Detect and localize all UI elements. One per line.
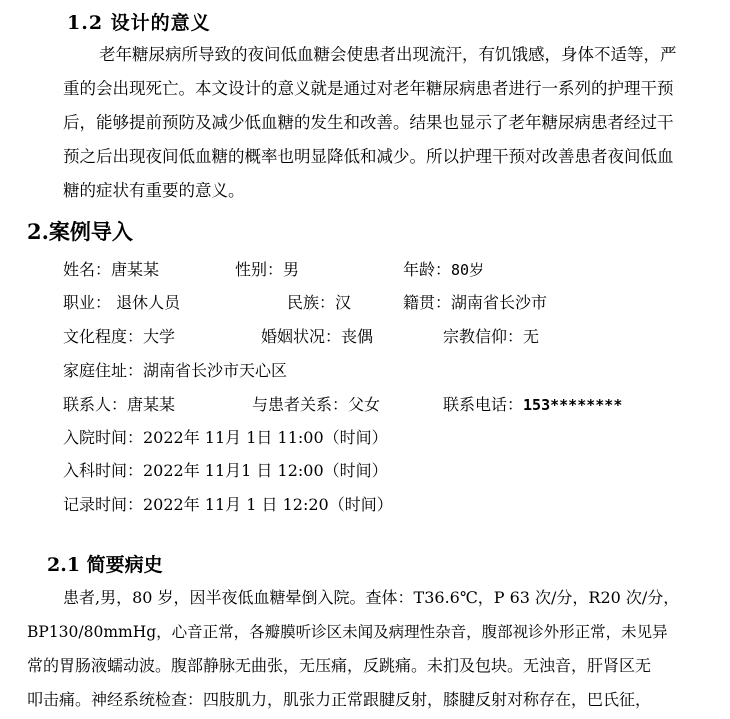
paragraph-line: 后，能够提前预防及减少低血糖的发生和改善。结果也显示了老年糖尿病患者经过干 (63, 113, 674, 132)
patient-education: 文化程度：大学 (63, 327, 176, 346)
record-time: 记录时间：2022年 11月 1 日 12:20（时间） (63, 495, 393, 514)
patient-name: 姓名：唐某某 (63, 260, 160, 279)
admission-time: 入院时间：2022年 11月 1日 11:00（时间） (63, 428, 388, 447)
patient-gender: 性别：男 (235, 260, 300, 279)
section-2-heading: 2.案例导入 (27, 219, 133, 244)
contact-relation: 与患者关系：父女 (252, 395, 381, 414)
age-label: 年龄： (403, 260, 452, 279)
history-line: BP130/80mmHg，心音正常，各瓣膜听诊区未闻及病理性杂音，腹部视诊外形正常，未见异 (27, 623, 668, 641)
history-line: 叩击痛。神经系统检查：四肢肌力，肌张力正常跟腱反射，膝腱反射对称存在，巴氏征， (27, 690, 652, 709)
patient-ethnicity: 民族：汉 (287, 293, 352, 312)
patient-age (403, 260, 484, 280)
section-1-2-heading: 1.2 设计的意义 (67, 12, 211, 34)
patient-origin: 籍贯：湖南省长沙市 (403, 293, 548, 312)
contact-phone (443, 395, 622, 415)
patient-occupation: 职业： 退休人员 (63, 293, 181, 312)
patient-marital-status: 婚姻状况：丧偶 (261, 327, 374, 346)
history-line: 常的胃肠液蠕动波。腹部静脉无曲张，无压痛，反跳痛。未扪及包块。无浊音，肝肾区无 (27, 656, 652, 675)
paragraph-line: 重的会出现死亡。本文设计的意义就是通过对老年糖尿病患者进行一系列的护理干预 (63, 79, 674, 98)
patient-address: 家庭住址：湖南省长沙市天心区 (63, 361, 288, 380)
paragraph-line: 预之后出现夜间低血糖的概率也明显降低和减少。所以护理干预对改善患者夜间低血 (63, 147, 674, 166)
paragraph-line: 老年糖尿病所导致的夜间低血糖会使患者出现流汗，有饥饿感，身体不适等，严 (99, 45, 677, 64)
history-line: 患者,男，80 岁，因半夜低血糖晕倒入院。查体：T36.6℃，P 63 次/分，R20 次/分， (63, 588, 680, 607)
ward-entry-time: 入科时间：2022年 11月1 日 12:00（时间） (63, 461, 388, 480)
age-value: 80岁 (451, 261, 485, 279)
section-2-1-heading: 2.1 简要病史 (47, 554, 163, 576)
phone-label: 联系电话： (443, 395, 524, 414)
contact-person: 联系人：唐某某 (63, 395, 176, 414)
patient-religion: 宗教信仰：无 (443, 327, 540, 346)
paragraph-line: 糖的症状有重要的意义。 (63, 181, 245, 200)
phone-value: 153******** (523, 396, 623, 414)
